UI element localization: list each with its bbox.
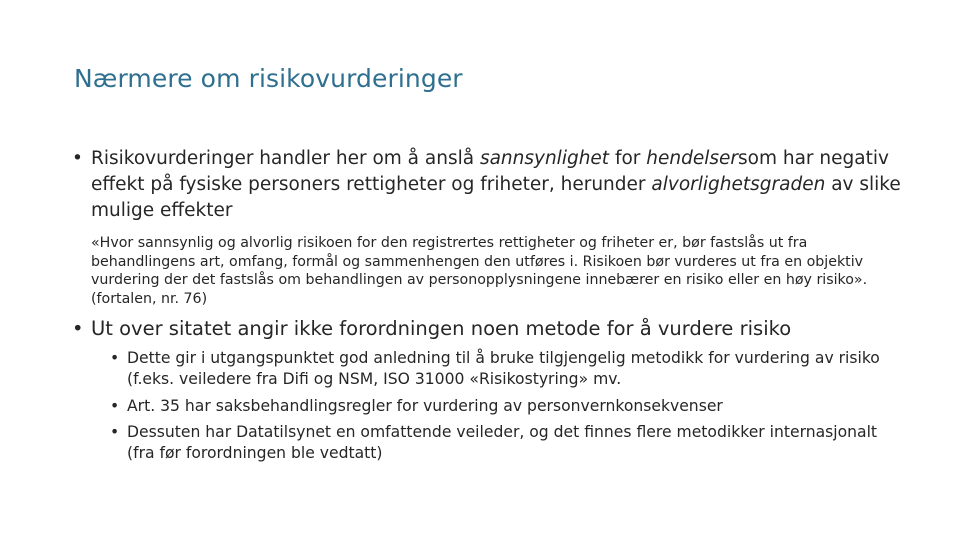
sub-bullet-text: Art. 35 har saksbehandlingsregler for vurdering av personvernkonsekvenser <box>127 397 723 415</box>
bullet-dot: • <box>72 317 84 340</box>
sub-bullet-methodology <box>110 348 887 389</box>
bullet-risk-assessment <box>72 146 911 224</box>
sub-bullet-text: Dessuten har Datatilsynet en omfattende veileder, og det finnes flere metodikker internasjonalt (fra før forordningen ble vedtatt) <box>127 423 878 462</box>
bullet-text-part3: som har negativ effekt på fysiske personers rettigheter og friheter, herunder <box>91 148 889 195</box>
sub-bullet-text: Dette gir i utgangspunktet god anledning til å bruke tilgjengelig metodikk for vurdering av risiko (f.eks. veiledere fra Difi og NSM, ISO 31000 «Risikostyring» mv. <box>127 349 880 388</box>
bullet-dot: • <box>110 423 120 441</box>
bullet-text-part4: av slike mulige effekter <box>91 174 901 221</box>
slide-title: Nærmere om risikovurderinger <box>74 64 463 93</box>
bullet-dot: • <box>110 397 120 415</box>
bullet-dot: • <box>110 349 120 367</box>
sub-bullet-art35 <box>110 396 887 417</box>
bullet-text-part1: Risikovurderinger handler her om å anslå <box>91 148 480 169</box>
bullet-dot: • <box>72 148 83 169</box>
sub-bullet-datatilsynet <box>110 422 887 463</box>
bullet-emphasis-probability: sannsynlighet <box>479 148 610 169</box>
quote-recital-76: «Hvor sannsynlig og alvorlig risikoen for den registrertes rettigheter og friheter er, bør fastslås ut fra behandlingens art, omfang, formål og sammenhengen den utføres i. Risikoen bør vurderes ut fra en objektiv vurdering der det fastslås om behandlingen av personopplysningene innebærer en risiko eller en høy risiko». (fortalen, nr. 76) <box>91 235 868 307</box>
bullet-text: Ut over sitatet angir ikke forordningen noen metode for å vurdere risiko <box>91 317 792 340</box>
bullet-emphasis-severity: alvorlighetsgraden <box>651 174 826 195</box>
bullet-emphasis-events: hendelser <box>646 148 738 169</box>
bullet-no-method <box>72 316 911 342</box>
bullet-text-part2: for <box>609 148 647 169</box>
